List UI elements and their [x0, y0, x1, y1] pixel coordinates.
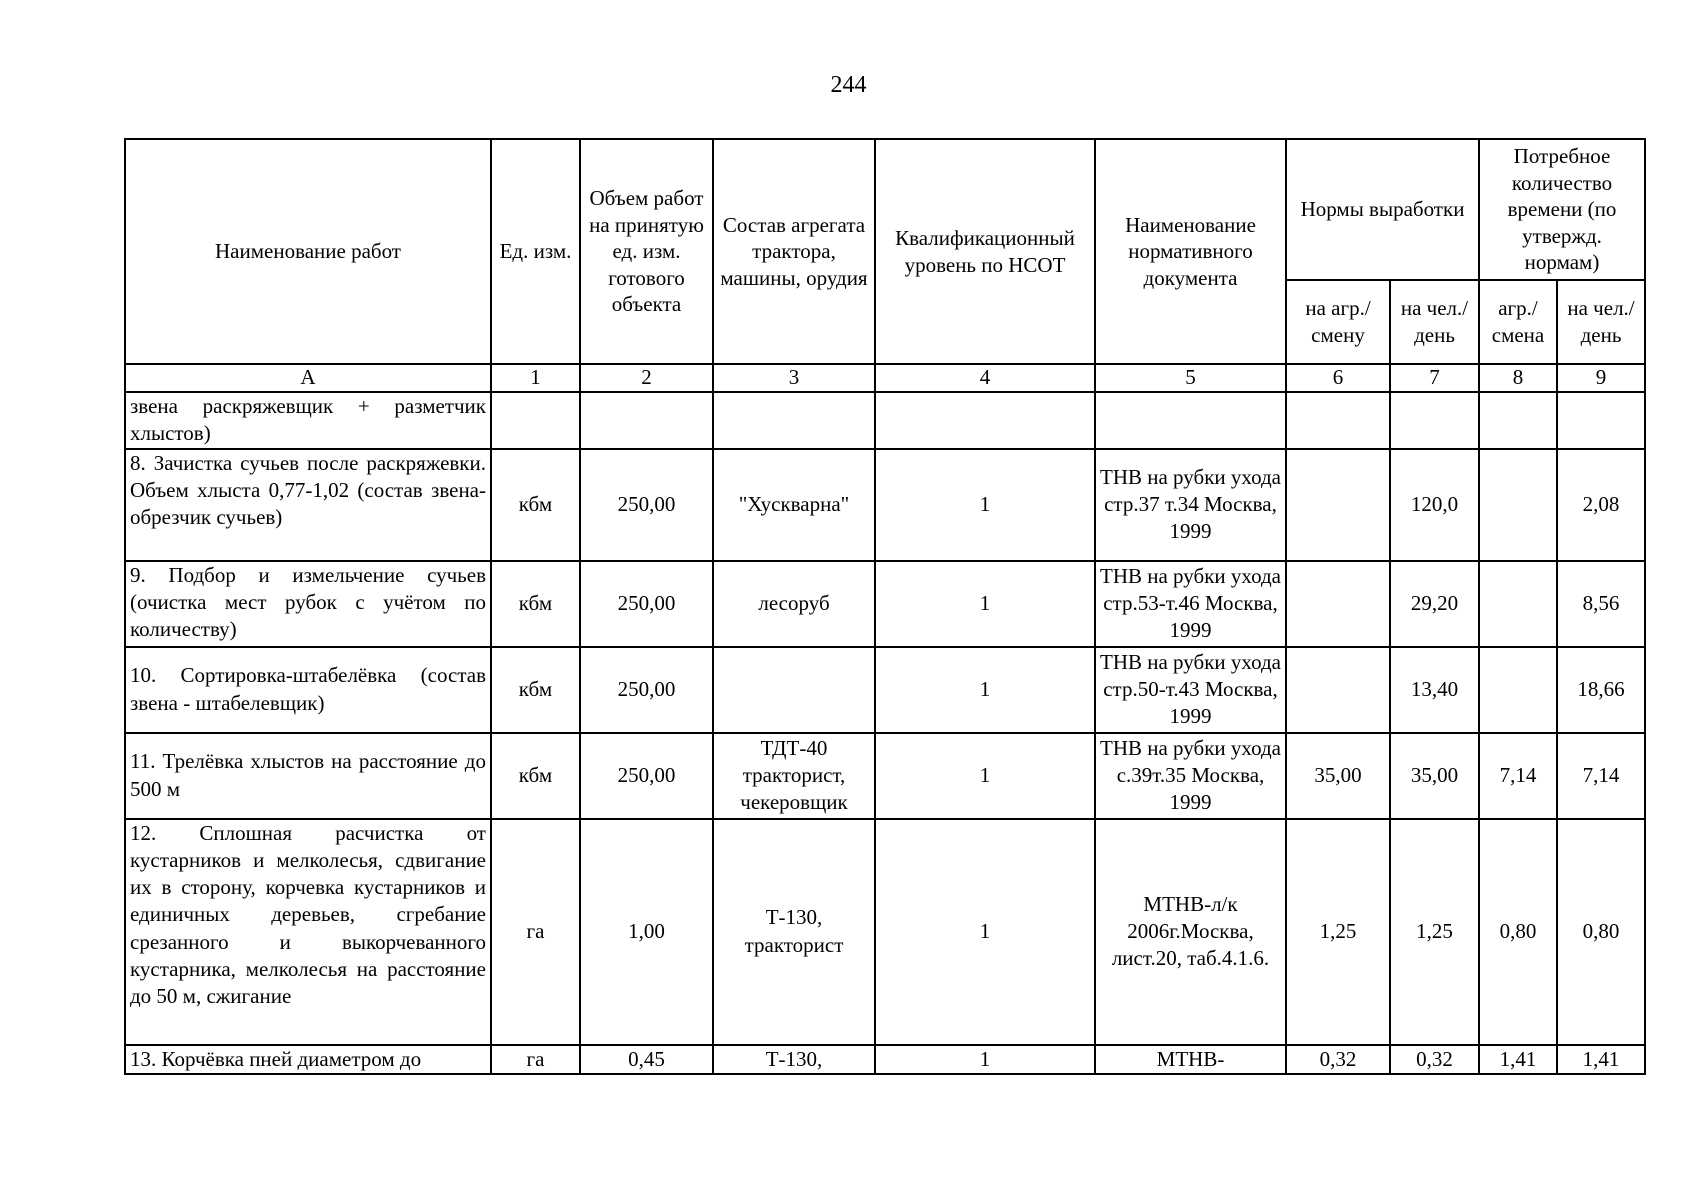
norm-agr-cell — [1286, 647, 1390, 733]
table-row — [125, 647, 1645, 733]
header-time-agr: агр./ смена — [1479, 280, 1557, 364]
time-person-cell: 0,80 — [1557, 819, 1645, 1045]
aggregate-cell: Т-130, тракторист — [713, 819, 875, 1045]
norm-person-cell — [1390, 392, 1479, 449]
qualification-cell: 1 — [875, 1045, 1095, 1074]
norm-person-cell: 120,0 — [1390, 449, 1479, 561]
document-cell: ТНВ на рубки ухода стр.50-т.43 Москва, 1999 — [1095, 647, 1286, 733]
table-row — [125, 1045, 1645, 1074]
column-number: 6 — [1286, 364, 1390, 392]
volume-cell: 0,45 — [580, 1045, 713, 1074]
header-aggregate: Состав агрегата трактора, машины, орудия — [713, 139, 875, 364]
header-qualification: Квалификационный уровень по НСОТ — [875, 139, 1095, 364]
time-agr-cell: 1,41 — [1479, 1045, 1557, 1074]
header-unit: Ед. изм. — [491, 139, 580, 364]
table-header — [125, 139, 1645, 392]
volume-cell: 250,00 — [580, 449, 713, 561]
volume-cell — [580, 392, 713, 449]
column-number: 2 — [580, 364, 713, 392]
aggregate-cell: "Хускварна" — [713, 449, 875, 561]
time-agr-cell — [1479, 392, 1557, 449]
unit-cell: га — [491, 819, 580, 1045]
norm-person-cell: 1,25 — [1390, 819, 1479, 1045]
column-number: 3 — [713, 364, 875, 392]
unit-cell — [491, 392, 580, 449]
time-agr-cell — [1479, 561, 1557, 647]
time-person-cell: 8,56 — [1557, 561, 1645, 647]
norm-agr-cell: 0,32 — [1286, 1045, 1390, 1074]
unit-cell: кбм — [491, 647, 580, 733]
header-volume: Объем работ на принятую ед. изм. готового объекта — [580, 139, 713, 364]
volume-cell: 250,00 — [580, 733, 713, 819]
unit-cell: кбм — [491, 449, 580, 561]
work-name-cell: 10. Сортировка-штабелёвка (состав звена - штабелевщик) — [125, 647, 491, 733]
table-row — [125, 733, 1645, 819]
work-name-cell: 8. Зачистка сучьев после раскряжевки. Объем хлыста 0,77-1,02 (состав звена-обрезчик сучьев) — [125, 449, 491, 561]
time-person-cell — [1557, 392, 1645, 449]
column-number: 8 — [1479, 364, 1557, 392]
table-row — [125, 819, 1645, 1045]
document-cell — [1095, 392, 1286, 449]
qualification-cell: 1 — [875, 449, 1095, 561]
time-agr-cell — [1479, 449, 1557, 561]
norm-person-cell: 0,32 — [1390, 1045, 1479, 1074]
work-name-cell: звена раскряжевщик + разметчик хлыстов) — [125, 392, 491, 449]
time-agr-cell — [1479, 647, 1557, 733]
norm-agr-cell: 35,00 — [1286, 733, 1390, 819]
page-number: 244 — [830, 72, 867, 98]
header-document: Наименование нормативного документа — [1095, 139, 1286, 364]
column-number: А — [125, 364, 491, 392]
work-name-cell: 12. Сплошная расчистка от кустарников и мелколесья, сдвигание их в сторону, корчевка кустарников и единичных деревьев, сгребание срезанного и выкорчеванного кустарника, мелколесья на расстояние до 50 м, сжигание — [125, 819, 491, 1045]
time-person-cell: 2,08 — [1557, 449, 1645, 561]
time-agr-cell: 0,80 — [1479, 819, 1557, 1045]
norm-agr-cell: 1,25 — [1286, 819, 1390, 1045]
table-row — [125, 561, 1645, 647]
time-person-cell: 1,41 — [1557, 1045, 1645, 1074]
norm-agr-cell — [1286, 561, 1390, 647]
aggregate-cell: лесоруб — [713, 561, 875, 647]
aggregate-cell: Т-130, — [713, 1045, 875, 1074]
qualification-cell: 1 — [875, 647, 1095, 733]
table-body — [125, 392, 1645, 1074]
norm-agr-cell — [1286, 392, 1390, 449]
work-name-cell: 11. Трелёвка хлыстов на расстояние до 500 м — [125, 733, 491, 819]
document-cell: ТНВ на рубки ухода стр.53-т.46 Москва, 1999 — [1095, 561, 1286, 647]
volume-cell: 250,00 — [580, 561, 713, 647]
norm-person-cell: 13,40 — [1390, 647, 1479, 733]
norm-person-cell: 29,20 — [1390, 561, 1479, 647]
document-cell: МТНВ- — [1095, 1045, 1286, 1074]
document-cell: МТНВ-л/к 2006г.Москва, лист.20, таб.4.1.6. — [1095, 819, 1286, 1045]
volume-cell: 250,00 — [580, 647, 713, 733]
header-time-person: на чел./ день — [1557, 280, 1645, 364]
table-row — [125, 392, 1645, 449]
unit-cell: кбм — [491, 733, 580, 819]
time-person-cell: 18,66 — [1557, 647, 1645, 733]
column-number: 9 — [1557, 364, 1645, 392]
document-cell: ТНВ на рубки ухода с.39т.35 Москва, 1999 — [1095, 733, 1286, 819]
column-number: 4 — [875, 364, 1095, 392]
header-norms: Нормы выработки — [1286, 139, 1479, 280]
column-number: 5 — [1095, 364, 1286, 392]
work-name-cell: 13. Корчёвка пней диаметром до — [125, 1045, 491, 1074]
header-norm-person: на чел./ день — [1390, 280, 1479, 364]
unit-cell: кбм — [491, 561, 580, 647]
header-time-required: Потребное количество времени (по утвержд. нормам) — [1479, 139, 1645, 280]
norm-person-cell: 35,00 — [1390, 733, 1479, 819]
qualification-cell: 1 — [875, 819, 1095, 1045]
time-agr-cell: 7,14 — [1479, 733, 1557, 819]
document-cell: ТНВ на рубки ухода стр.37 т.34 Москва, 1999 — [1095, 449, 1286, 561]
volume-cell: 1,00 — [580, 819, 713, 1045]
aggregate-cell: ТДТ-40 тракторист, чекеровщик — [713, 733, 875, 819]
aggregate-cell — [713, 647, 875, 733]
header-norm-agr: на агр./ смену — [1286, 280, 1390, 364]
unit-cell: га — [491, 1045, 580, 1074]
column-number-row — [125, 364, 1645, 392]
aggregate-cell — [713, 392, 875, 449]
column-number: 1 — [491, 364, 580, 392]
qualification-cell: 1 — [875, 561, 1095, 647]
table-row — [125, 449, 1645, 561]
header-work-name: Наименование работ — [125, 139, 491, 364]
time-person-cell: 7,14 — [1557, 733, 1645, 819]
qualification-cell: 1 — [875, 733, 1095, 819]
norm-agr-cell — [1286, 449, 1390, 561]
column-number: 7 — [1390, 364, 1479, 392]
qualification-cell — [875, 392, 1095, 449]
work-norms-table — [124, 138, 1646, 1075]
work-name-cell: 9. Подбор и измельчение сучьев (очистка мест рубок с учётом по количеству) — [125, 561, 491, 647]
